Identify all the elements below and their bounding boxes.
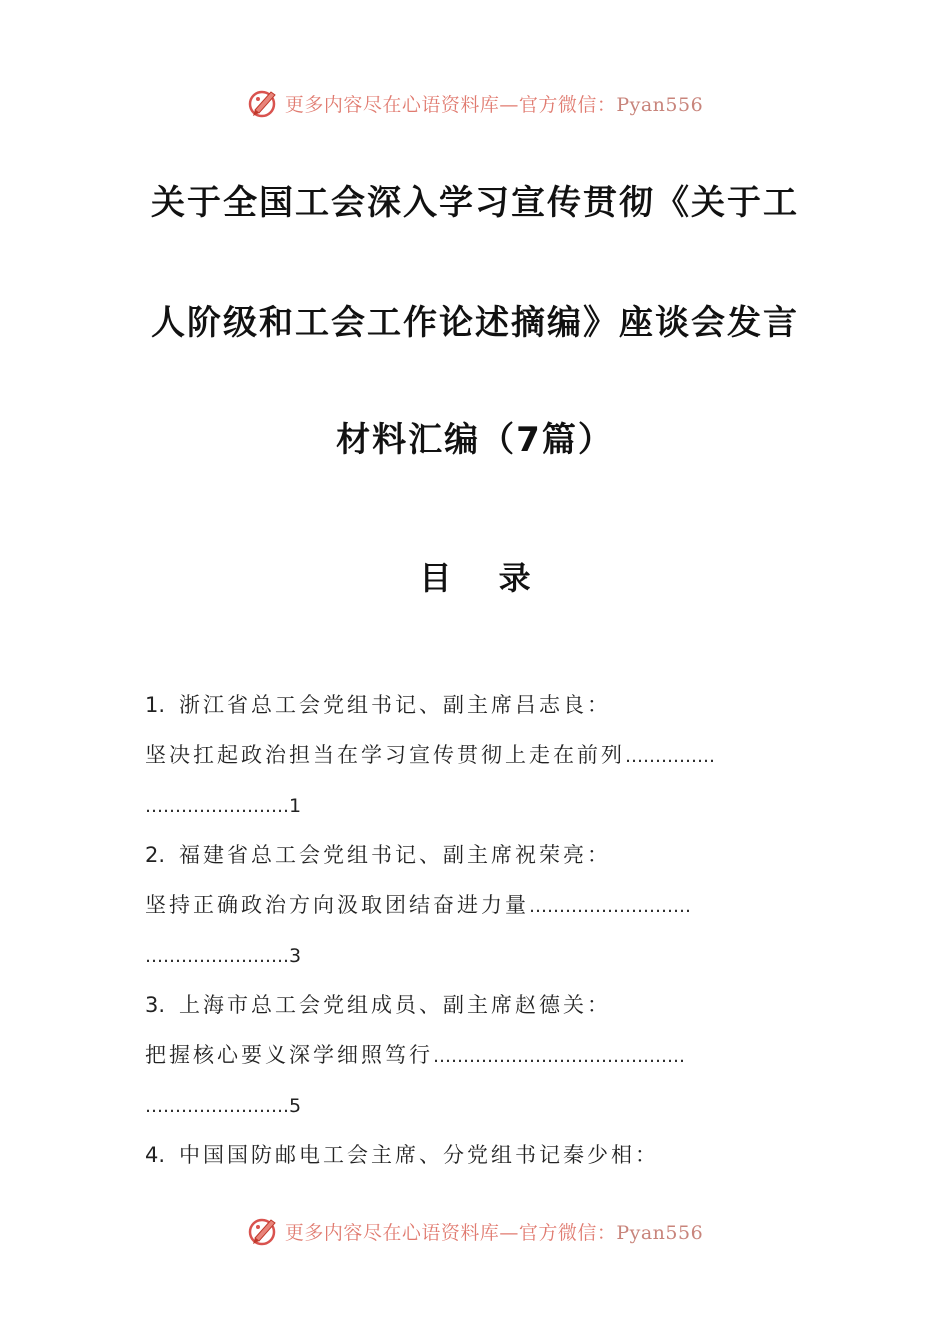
toc-entry-1-speaker xyxy=(145,688,810,738)
document-title-line-2: 人阶级和工会工作论述摘编》座谈会发言 xyxy=(151,303,799,343)
toc-entry-speaker: 中国国防邮电工会主席、分党组书记秦少相： xyxy=(179,1143,660,1167)
toc-entry-page-number: 5 xyxy=(289,1095,302,1117)
toc-entry-1-topic[interactable] xyxy=(145,738,810,788)
pen-logo-icon xyxy=(247,1214,281,1248)
watermark-wechat-id: Pyan556 xyxy=(616,1221,704,1244)
toc-heading: 目 录 xyxy=(419,559,549,597)
toc-entry-speaker: 上海市总工会党组成员、副主席赵德关： xyxy=(179,993,612,1017)
toc-entry-3-speaker xyxy=(145,988,810,1038)
toc-leader-dots: …………………… xyxy=(145,796,289,817)
toc-entry-page-number: 3 xyxy=(289,945,302,967)
toc-entry-number: 3. xyxy=(145,993,166,1017)
document-title-line-3: 材料汇编（7篇） xyxy=(336,420,614,460)
toc-entry-number: 2. xyxy=(145,843,166,867)
toc-entry-2-speaker xyxy=(145,838,810,888)
toc-entry-1-page-line[interactable] xyxy=(145,788,810,838)
toc-entry-number: 4. xyxy=(145,1143,166,1167)
toc-entry-2-page-line[interactable] xyxy=(145,938,810,988)
toc-entry-topic: 坚持正确政治方向汲取团结奋进力量 xyxy=(145,893,529,917)
toc-entry-3-page-line[interactable] xyxy=(145,1088,810,1138)
toc-entry-topic: 坚决扛起政治担当在学习宣传贯彻上走在前列 xyxy=(145,743,625,767)
pen-logo-icon xyxy=(247,86,281,120)
watermark-text: 更多内容尽在心语资料库—官方微信：Pyan556 xyxy=(284,1221,704,1244)
watermark-wechat-id: Pyan556 xyxy=(616,93,704,116)
footer-watermark xyxy=(0,1211,950,1251)
watermark-text: 更多内容尽在心语资料库—官方微信：Pyan556 xyxy=(284,93,704,116)
toc-entry-3-topic[interactable] xyxy=(145,1038,810,1088)
toc-leader-dots: …………………………………… xyxy=(433,1046,685,1067)
toc-leader-dots: …………… xyxy=(625,746,715,767)
table-of-contents xyxy=(145,688,810,1188)
toc-entry-topic: 把握核心要义深学细照笃行 xyxy=(145,1043,433,1067)
toc-leader-dots: …………………… xyxy=(145,946,289,967)
toc-entry-2-topic[interactable] xyxy=(145,888,810,938)
document-title-line-1: 关于全国工会深入学习宣传贯彻《关于工 xyxy=(151,183,799,223)
toc-entry-number: 1. xyxy=(145,693,166,717)
toc-entry-speaker: 福建省总工会党组书记、副主席祝荣亮： xyxy=(179,843,612,867)
toc-entry-4-speaker xyxy=(145,1138,810,1188)
toc-leader-dots: ……………………… xyxy=(529,896,691,917)
toc-entry-speaker: 浙江省总工会党组书记、副主席吕志良： xyxy=(179,693,612,717)
header-watermark xyxy=(0,83,950,123)
toc-entry-page-number: 1 xyxy=(289,795,302,817)
toc-leader-dots: …………………… xyxy=(145,1096,289,1117)
